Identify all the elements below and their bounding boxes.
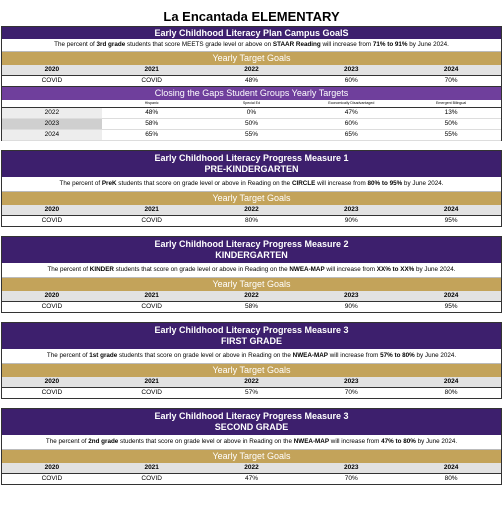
target-cell: 57% xyxy=(202,388,302,399)
target-cell: COVID xyxy=(2,76,102,87)
target-cell: 70% xyxy=(401,76,501,87)
statement-text: The percent of xyxy=(47,266,90,273)
gap-cell: 50% xyxy=(401,119,501,130)
year-header: 2023 xyxy=(301,205,401,216)
statement-text: by June 2024. xyxy=(407,41,449,48)
measure-title: Early Childhood Literacy Progress Measure 3 xyxy=(154,325,349,335)
measure-statement xyxy=(2,435,501,450)
measure-title: Early Childhood Literacy Progress Measure 2 xyxy=(154,239,349,249)
statement-text: students that score on grade level or above in Reading on the xyxy=(118,438,294,445)
year-header: 2021 xyxy=(102,463,202,474)
school-title: La Encantada ELEMENTARY xyxy=(163,9,340,24)
year-header: 2022 xyxy=(202,205,302,216)
measure-block-kinder xyxy=(1,236,502,313)
year-header: 2023 xyxy=(301,65,401,76)
measure-target-table xyxy=(2,463,501,485)
measure-grade-title: FIRST GRADE xyxy=(220,336,282,346)
statement-grade: 2nd grade xyxy=(88,438,119,445)
year-header: 2021 xyxy=(102,291,202,302)
campus-goals-title: Early Childhood Literacy Plan Campus GoalS xyxy=(2,27,501,39)
statement-text: will increase from xyxy=(315,180,368,187)
group-header: Economically Disadvantaged xyxy=(301,100,401,108)
campus-goal-statement xyxy=(2,39,501,52)
year-header: 2024 xyxy=(401,205,501,216)
statement-range: 80% to 95% xyxy=(367,180,403,187)
target-row xyxy=(2,76,501,87)
year-header: 2022 xyxy=(202,65,302,76)
statement-range: 47% to 80% xyxy=(381,438,416,445)
year-header-row xyxy=(2,377,501,388)
year-header: 2024 xyxy=(401,291,501,302)
statement-text: will increase from xyxy=(320,41,373,48)
gap-cell: 13% xyxy=(401,108,501,119)
statement-text: The percent of xyxy=(59,180,102,187)
target-cell: COVID xyxy=(102,76,202,87)
statement-range: 71% to 91% xyxy=(372,41,408,48)
gap-cell: 50% xyxy=(202,119,302,130)
measure-target-table xyxy=(2,377,501,399)
target-cell: 47% xyxy=(202,474,302,485)
statement-grade: 1st grade xyxy=(89,352,118,359)
target-cell: COVID xyxy=(102,388,202,399)
statement-text: students that score on grade level or above in Reading on the xyxy=(117,352,293,359)
target-cell: 95% xyxy=(401,216,501,227)
gap-year: 2022 xyxy=(2,108,102,119)
year-header-row xyxy=(2,205,501,216)
gap-cell: 65% xyxy=(301,130,401,141)
target-cell: 60% xyxy=(301,76,401,87)
target-row xyxy=(2,388,501,399)
statement-text: will increase from xyxy=(329,438,382,445)
year-header: 2024 xyxy=(401,377,501,388)
year-header: 2020 xyxy=(2,65,102,76)
gap-cell: 65% xyxy=(102,130,202,141)
target-cell: 70% xyxy=(301,474,401,485)
target-cell: COVID xyxy=(102,216,202,227)
measure-target-table xyxy=(2,205,501,227)
year-header: 2022 xyxy=(202,377,302,388)
year-header: 2022 xyxy=(202,463,302,474)
target-row xyxy=(2,216,501,227)
statement-text: by June 2024. xyxy=(415,438,458,445)
statement-range: XX% to XX% xyxy=(376,266,415,273)
campus-goals-block xyxy=(1,26,502,141)
measure-statement xyxy=(2,349,501,364)
gap-cell: 47% xyxy=(301,108,401,119)
group-header: Hispanic xyxy=(102,100,202,108)
target-cell: 70% xyxy=(301,388,401,399)
yearly-target-goals-header: Yearly Target Goals xyxy=(2,364,501,377)
target-cell: 58% xyxy=(202,302,302,313)
target-cell: COVID xyxy=(102,302,202,313)
measure-target-table xyxy=(2,291,501,313)
closing-gaps-title: Closing the Gaps Student Groups Yearly Targets xyxy=(2,87,501,100)
target-cell: 80% xyxy=(401,474,501,485)
statement-test: STAAR Reading xyxy=(272,41,321,48)
year-header: 2022 xyxy=(202,291,302,302)
statement-text: will increase from xyxy=(324,266,377,273)
statement-test: NWEA-MAP xyxy=(289,266,325,273)
target-cell: 95% xyxy=(401,302,501,313)
gap-year: 2024 xyxy=(2,130,102,141)
statement-text: students that score on grade level or above in Reading on the xyxy=(116,180,292,187)
measure-block-second-grade xyxy=(1,408,502,485)
measure-statement xyxy=(2,177,501,192)
target-row xyxy=(2,474,501,485)
group-header: Special Ed xyxy=(202,100,302,108)
yearly-target-goals-header: Yearly Target Goals xyxy=(2,192,501,205)
statement-text: The percent of xyxy=(45,438,89,445)
year-header: 2020 xyxy=(2,377,102,388)
statement-grade: PreK xyxy=(101,180,117,187)
gap-cell: 55% xyxy=(202,130,302,141)
statement-text: students that score MEETS grade level or above on xyxy=(125,41,273,48)
year-header-row xyxy=(2,463,501,474)
statement-text: by June 2024. xyxy=(402,180,444,187)
measure-grade-title: PRE-KINDERGARTEN xyxy=(204,164,299,174)
statement-grade: KINDER xyxy=(89,266,114,273)
year-header: 2021 xyxy=(102,205,202,216)
measure-title: Early Childhood Literacy Progress Measure 1 xyxy=(154,153,349,163)
year-header: 2020 xyxy=(2,463,102,474)
statement-text: by June 2024. xyxy=(414,352,457,359)
statement-text: by June 2024. xyxy=(414,266,456,273)
target-cell: 80% xyxy=(202,216,302,227)
year-header: 2021 xyxy=(102,65,202,76)
gap-row xyxy=(2,130,501,141)
statement-text: students that score on grade level or above in Reading on the xyxy=(113,266,290,273)
target-cell: COVID xyxy=(2,302,102,313)
measure-block-pre-k xyxy=(1,150,502,227)
year-header-row xyxy=(2,291,501,302)
gap-row xyxy=(2,108,501,119)
campus-target-table xyxy=(2,65,501,87)
measure-block-first-grade xyxy=(1,322,502,399)
measure-header xyxy=(2,237,501,263)
target-row xyxy=(2,302,501,313)
measure-statement xyxy=(2,263,501,278)
group-header: Emergent Bilingual xyxy=(401,100,501,108)
target-cell: 90% xyxy=(301,216,401,227)
yearly-target-goals-header: Yearly Target Goals xyxy=(2,52,501,65)
year-header-row xyxy=(2,65,501,76)
gap-year: 2023 xyxy=(2,119,102,130)
target-cell: 80% xyxy=(401,388,501,399)
measure-grade-title: SECOND GRADE xyxy=(214,422,289,432)
measure-title: Early Childhood Literacy Progress Measure 3 xyxy=(154,411,349,421)
year-header: 2020 xyxy=(2,205,102,216)
closing-gaps-table xyxy=(2,100,501,141)
yearly-target-goals-header: Yearly Target Goals xyxy=(2,450,501,463)
statement-text: The percent of xyxy=(46,352,90,359)
statement-test: CIRCLE xyxy=(291,180,316,187)
year-header: 2021 xyxy=(102,377,202,388)
year-header: 2023 xyxy=(301,291,401,302)
gap-cell: 48% xyxy=(102,108,202,119)
measure-grade-title: KINDERGARTEN xyxy=(215,250,288,260)
gap-cell: 0% xyxy=(202,108,302,119)
statement-text: will increase from xyxy=(327,352,381,359)
target-cell: 90% xyxy=(301,302,401,313)
measure-header xyxy=(2,151,501,177)
statement-grade: 3rd grade xyxy=(96,41,126,48)
statement-test: NWEA-MAP xyxy=(292,352,328,359)
literacy-goals-page xyxy=(0,9,503,526)
target-cell: 48% xyxy=(202,76,302,87)
target-cell: COVID xyxy=(2,388,102,399)
year-header: 2023 xyxy=(301,377,401,388)
statement-range: 57% to 80% xyxy=(380,352,415,359)
target-cell: COVID xyxy=(102,474,202,485)
gap-cell: 60% xyxy=(301,119,401,130)
year-header: 2020 xyxy=(2,291,102,302)
year-header: 2023 xyxy=(301,463,401,474)
group-header-blank xyxy=(2,100,102,108)
statement-test: NWEA-MAP xyxy=(293,438,330,445)
measure-header xyxy=(2,409,501,435)
gap-row xyxy=(2,119,501,130)
year-header: 2024 xyxy=(401,65,501,76)
year-header: 2024 xyxy=(401,463,501,474)
yearly-target-goals-header: Yearly Target Goals xyxy=(2,278,501,291)
group-header-row xyxy=(2,100,501,108)
target-cell: COVID xyxy=(2,474,102,485)
statement-text: The percent of xyxy=(54,41,97,48)
gap-cell: 58% xyxy=(102,119,202,130)
target-cell: COVID xyxy=(2,216,102,227)
measure-header xyxy=(2,323,501,349)
gap-cell: 55% xyxy=(401,130,501,141)
